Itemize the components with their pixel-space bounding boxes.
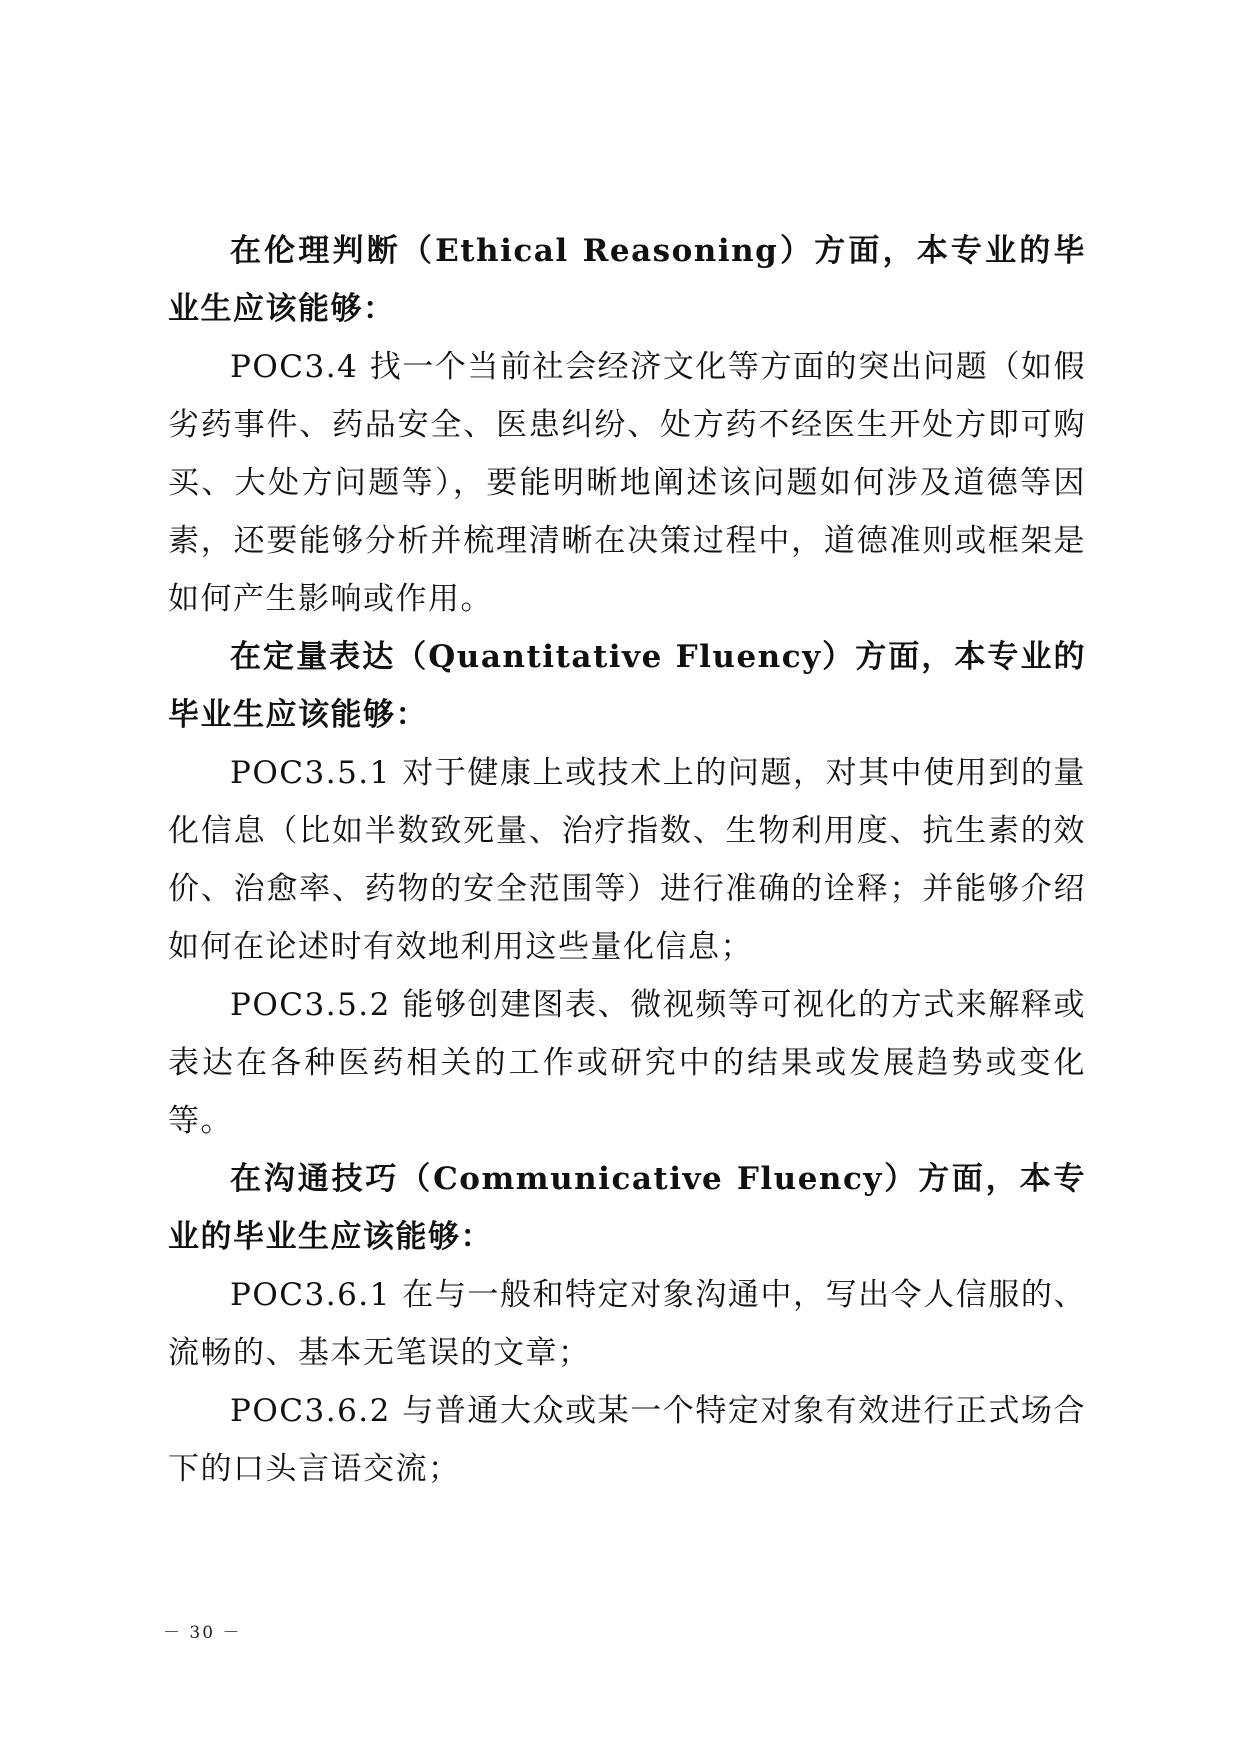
section-heading-quantitative-fluency: 在定量表达（Quantitative Fluency）方面，本专业的毕业生应该能够：	[168, 639, 1086, 733]
section-heading-communicative-fluency: 在沟通技巧（Communicative Fluency）方面，本专业的毕业生应该能够：	[168, 1161, 1086, 1255]
paragraph-poc3-6-1: POC3.6.1 在与一般和特定对象沟通中，写出令人信服的、流畅的、基本无笔误的文章；	[168, 1277, 1086, 1371]
paragraph-poc3-4: POC3.4 找一个当前社会经济文化等方面的突出问题（如假劣药事件、药品安全、医患纠纷、处方药不经医生开处方即可购买、大处方问题等），要能明晰地阐述该问题如何涉及道德等因素，还要能够分析并梳理清晰在决策过程中，道德准则或框架是如何产生影响或作用。	[168, 349, 1086, 617]
paragraph-poc3-6-2: POC3.6.2 与普通大众或某一个特定对象有效进行正式场合下的口头言语交流；	[168, 1393, 1086, 1487]
section-heading-ethical-reasoning: 在伦理判断（Ethical Reasoning）方面，本专业的毕业生应该能够：	[168, 233, 1086, 327]
paragraph-poc3-5-1: POC3.5.1 对于健康上或技术上的问题，对其中使用到的量化信息（比如半数致死量、治疗指数、生物利用度、抗生素的效价、治愈率、药物的安全范围等）进行准确的诠释；并能够介绍如何在论述时有效地利用这些量化信息；	[168, 755, 1086, 965]
page-number: － 30 －	[163, 1623, 242, 1643]
paragraph-poc3-5-2: POC3.5.2 能够创建图表、微视频等可视化的方式来解释或表达在各种医药相关的工作或研究中的结果或发展趋势或变化等。	[168, 987, 1086, 1139]
document-body	[168, 222, 1086, 1498]
